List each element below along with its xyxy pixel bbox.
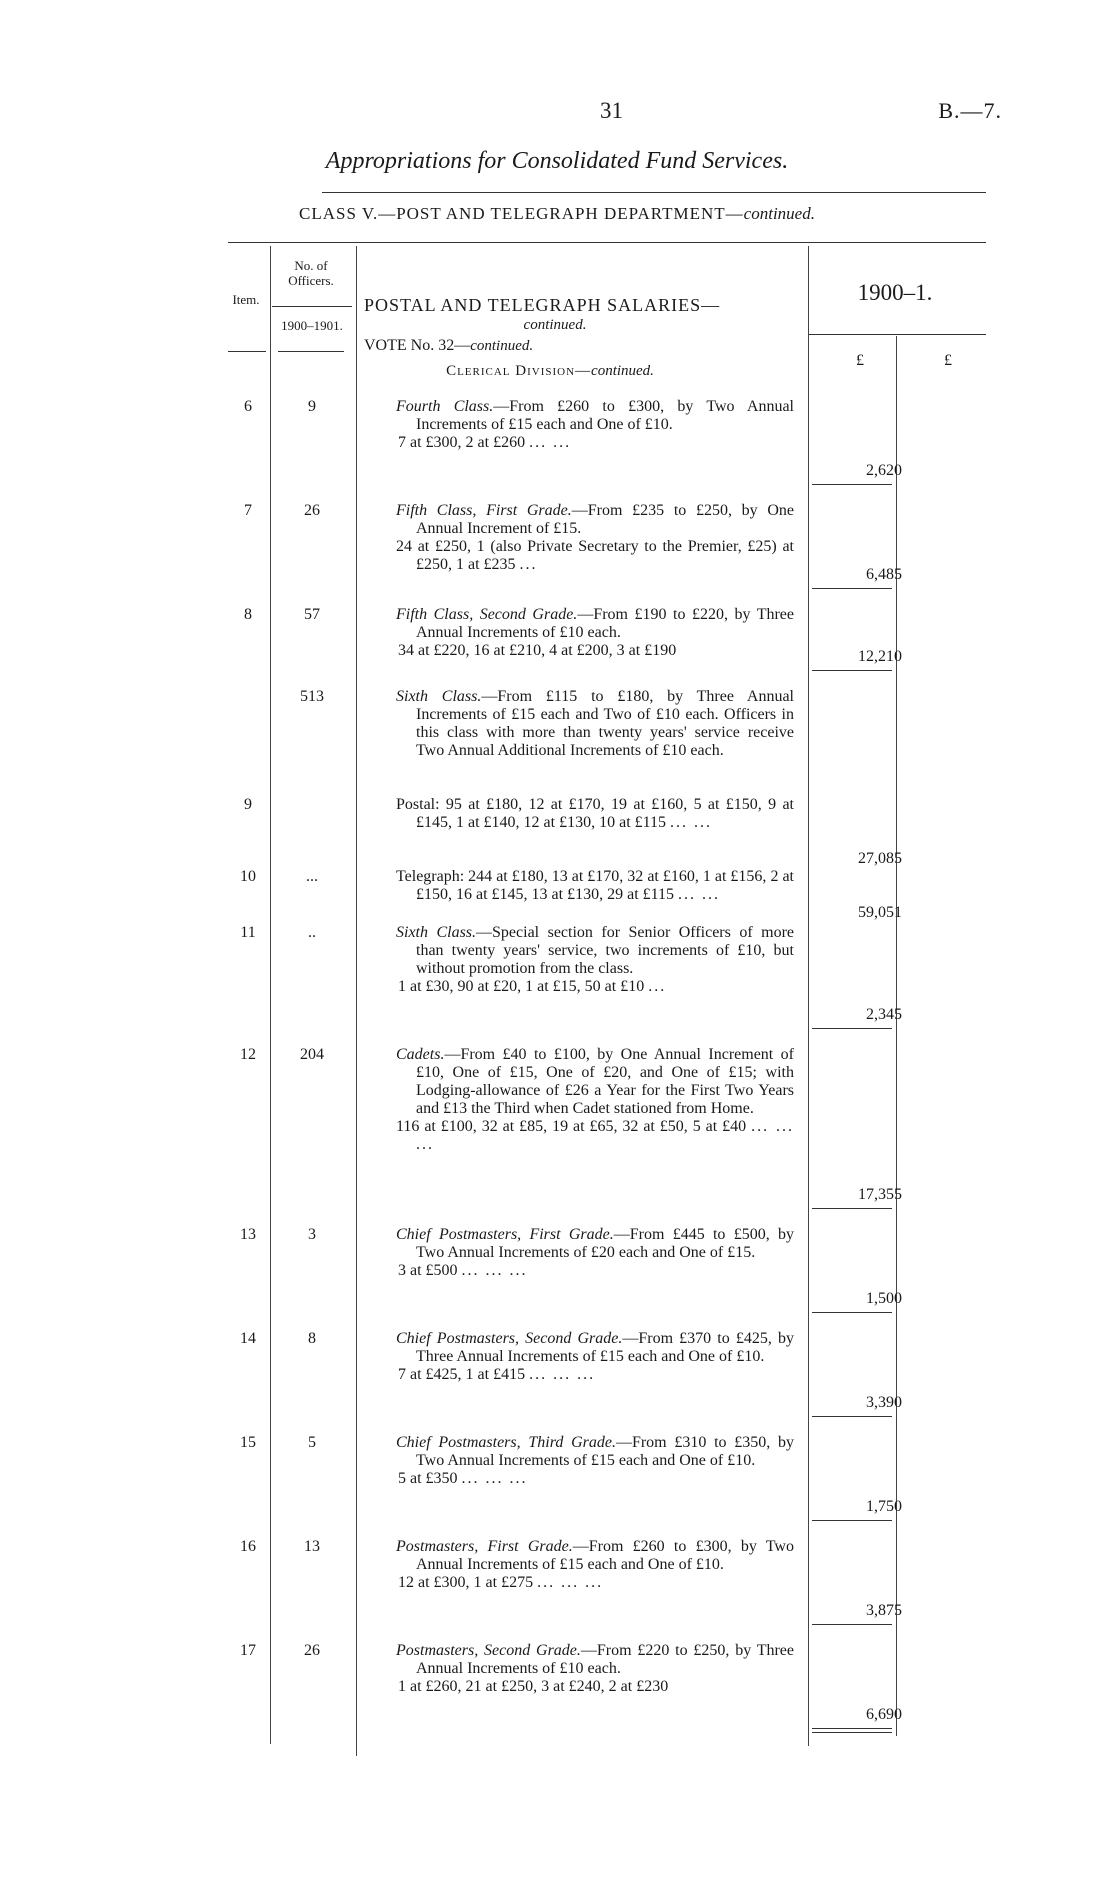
list-item: Cadets.—From £40 to £100, by One Annual Increment of £10, One of £15, One of £20, and One of £15; with Lodging-allowance of £26 a Year for the First Two Years and £13 the Third when Cadet stationed from Home. 116 at £100, 32 at £85, 19 at £65, 32 at £50, 5 at £40 ... ... ...: [396, 1046, 795, 1153]
grade-terms: —From £40 to £100, by One Annual Increment of £10, One of £15, One of £20, and One of £15; with Lodging-allowance of £26 a Year for the First Two Years and £13 the Third when Cadet stationed from Home.: [416, 1046, 794, 1117]
grade-title: Fifth Class, Second Grade.: [396, 606, 578, 623]
grade-terms: —From £310 to £350, by Two Annual Increments of £15 each and One of £10.: [416, 1434, 794, 1469]
grade-detail: 1 at £30, 90 at £20, 1 at £15, 50 at £10: [398, 978, 645, 995]
grade-terms: —From £190 to £220, by Three Annual Increments of £10 each.: [416, 606, 795, 641]
amount: 2,620: [866, 462, 902, 479]
amount: 2,345: [866, 1006, 902, 1023]
title-rule: [322, 192, 986, 193]
list-item: Sixth Class.—Special section for Senior Officers of more than twenty years' service, two increments of £10, but without promotion from the class. 1 at £30, 90 at £20, 1 at £15, 50 at £10 ...: [396, 924, 795, 995]
division-text: Clerical Division—: [446, 363, 592, 379]
officer-count: 3: [308, 1226, 316, 1243]
amount: 6,485: [866, 566, 902, 583]
item-number: 6: [244, 398, 252, 415]
amount-double-rule: [812, 1732, 892, 1733]
grade-detail: 7 at £300, 2 at £260: [398, 434, 526, 451]
column-header-item: Item.: [232, 292, 260, 307]
list-item: [378, 606, 794, 660]
column-header-officers-year: 1900–1901.: [281, 318, 343, 333]
grade-detail: 12 at £300, 1 at £275: [398, 1574, 534, 1591]
column-header-year: 1900–1.: [857, 280, 933, 305]
amount: 17,355: [858, 1186, 902, 1203]
class-title: [0, 204, 1114, 224]
list-item: Chief Postmasters, Third Grade.—From £310 to £350, by Two Annual Increments of £15 each and One of £10. 5 at £350 ... ... ...: [396, 1434, 794, 1487]
division-heading: [380, 363, 720, 380]
grade-terms: —From £235 to £250, by One Annual Increment of £15.: [416, 502, 794, 537]
grade-title: Sixth Class.: [396, 688, 482, 705]
amount-rule: [812, 1520, 892, 1521]
grade-detail: 1 at £260, 21 at £250, 3 at £240, 2 at £230: [398, 1678, 669, 1695]
grade-title: Chief Postmasters, First Grade.: [396, 1226, 614, 1243]
column-divider: [896, 336, 897, 1736]
amount-rule: [812, 670, 892, 671]
officer-count: 5: [308, 1434, 316, 1451]
item-number: 11: [240, 924, 256, 941]
grade-detail: 3 at £500: [398, 1262, 458, 1279]
officer-count: 26: [304, 502, 320, 519]
officer-count: 204: [300, 1046, 324, 1063]
item-number: 9: [244, 796, 252, 813]
grade-detail: 34 at £220, 16 at £210, 4 at £200, 3 at £190: [398, 642, 677, 659]
table-top-rule: [228, 242, 986, 243]
amount-rule: [812, 1312, 892, 1313]
amount: 1,500: [866, 1290, 902, 1307]
grade-detail: Postal: 95 at £180, 12 at £170, 19 at £160, 5 at £150, 9 at £145, 1 at £140, 12 at £130, 10 at £115: [396, 796, 794, 831]
amount: 3,875: [866, 1602, 902, 1619]
officer-count: ..: [308, 924, 316, 941]
section-title: POSTAL AND TELEGRAPH SALARIES—: [364, 295, 721, 315]
vote-number: [364, 337, 533, 355]
grade-detail: 116 at £100, 32 at £85, 19 at £65, 32 at £50, 5 at £40: [396, 1118, 747, 1135]
officers-header-rule: [272, 306, 352, 307]
officer-count: 8: [308, 1330, 316, 1347]
section-title-continued: continued.: [523, 317, 587, 333]
class-title-continued: continued.: [743, 204, 815, 223]
column-divider: [356, 246, 357, 1756]
amount: 12,210: [858, 648, 902, 665]
officer-count: 26: [304, 1642, 320, 1659]
list-item: Fifth Class, First Grade.—From £235 to £250, by One Annual Increment of £15. 24 at £250, 1 (also Private Secretary to the Premier, £25) at £250, 1 at £235 ...: [396, 502, 794, 573]
page-title: Appropriations for Consolidated Fund Services.: [325, 148, 789, 174]
amount: 1,750: [866, 1498, 902, 1515]
amount: 59,051: [858, 904, 902, 921]
item-number: 17: [240, 1642, 256, 1659]
column-divider: [808, 246, 809, 1746]
amount-rule: [812, 588, 892, 589]
grade-title: Fifth Class, First Grade.: [396, 502, 572, 519]
grade-detail: 24 at £250, 1 (also Private Secretary to the Premier, £25) at £250, 1 at £235: [396, 538, 794, 573]
item-number: 12: [240, 1046, 256, 1063]
grade-terms: —From £115 to £180, by Three Annual Increments of £15 each and Two of £10 each. Officers in this class with more than twenty years' service receive Two Annual Additional Increments of £10 each.: [416, 688, 794, 759]
list-item: Postmasters, First Grade.—From £260 to £300, by Two Annual Increments of £15 each and One of £10. 12 at £300, 1 at £275 ... ... ...: [396, 1538, 794, 1591]
vote-continued: continued.: [470, 338, 534, 354]
column-header-officers: No. of Officers.: [288, 258, 334, 288]
amount: 6,690: [866, 1706, 902, 1723]
amount-rule: [812, 484, 892, 485]
item-number: 15: [240, 1434, 256, 1451]
division-continued: continued.: [591, 363, 654, 379]
grade-detail: Telegraph: 244 at £180, 13 at £170, 32 at £160, 1 at £156, 2 at £150, 16 at £145, 13 at £130, 29 at £115: [396, 868, 794, 903]
amount-rule: [812, 1208, 892, 1209]
page-number: 31: [600, 98, 623, 123]
pound-sign-total-column: £: [944, 352, 952, 369]
grade-terms: —From £445 to £500, by Two Annual Increments of £20 each and One of £15.: [416, 1226, 795, 1261]
grade-title: Chief Postmasters, Third Grade.: [396, 1434, 616, 1451]
grade-terms: —From £260 to £300, by Two Annual Increments of £15 each and One of £10.: [416, 398, 794, 433]
grade-title: Chief Postmasters, Second Grade.: [396, 1330, 623, 1347]
grade-detail: 5 at £350: [398, 1470, 458, 1487]
item-number: 10: [240, 868, 256, 885]
officer-count: 513: [300, 688, 324, 705]
officers-header-underline: [278, 351, 344, 352]
item-number: 16: [240, 1538, 256, 1555]
list-item: Fourth Class.—From £260 to £300, by Two Annual Increments of £15 each and One of £10. 7 at £300, 2 at £260 ... ...: [396, 398, 794, 451]
pound-sign-amount-column: £: [856, 352, 864, 369]
list-item: [378, 688, 794, 760]
grade-title: Sixth Class.: [396, 924, 477, 941]
grade-detail: 7 at £425, 1 at £415: [398, 1366, 526, 1383]
officer-count: 9: [308, 398, 316, 415]
list-item: Postal: 95 at £180, 12 at £170, 19 at £160, 5 at £150, 9 at £145, 1 at £140, 12 at £130, 10 at £115 ... ...: [396, 796, 794, 831]
list-item: Chief Postmasters, First Grade.—From £445 to £500, by Two Annual Increments of £20 each and One of £15. 3 at £500 ... ... ...: [396, 1226, 795, 1279]
vote-text: VOTE No. 32—: [364, 337, 471, 354]
item-number: 8: [244, 606, 252, 623]
officer-count: ...: [306, 868, 318, 885]
item-header-underline: [228, 351, 266, 352]
grade-terms: —From £220 to £250, by Three Annual Increments of £10 each.: [416, 1642, 795, 1677]
amount-rule: [812, 1728, 892, 1729]
officer-count: 57: [304, 606, 320, 623]
document-reference: B.—7.: [938, 98, 1002, 123]
list-item: Telegraph: 244 at £180, 13 at £170, 32 at £160, 1 at £156, 2 at £150, 16 at £145, 13 at £130, 29 at £115 ... ...: [396, 868, 794, 903]
item-number: 14: [240, 1330, 256, 1347]
amount-rule: [812, 1624, 892, 1625]
grade-terms: —From £260 to £300, by Two Annual Increments of £15 each and One of £10.: [416, 1538, 794, 1573]
grade-title: Fourth Class.: [396, 398, 494, 415]
officer-count: 13: [304, 1538, 320, 1555]
list-item: [378, 1642, 794, 1696]
column-divider: [270, 246, 271, 1744]
amount: 3,390: [866, 1394, 902, 1411]
grade-terms: —From £370 to £425, by Three Annual Increments of £15 each and One of £10.: [416, 1330, 794, 1365]
grade-title: Cadets.: [396, 1046, 445, 1063]
amount: 27,085: [858, 850, 902, 867]
item-number: 13: [240, 1226, 256, 1243]
class-title-text: CLASS V.—POST AND TELEGRAPH DEPARTMENT—: [299, 204, 744, 223]
amount-rule: [812, 1028, 892, 1029]
item-number: 7: [244, 502, 252, 519]
grade-title: Postmasters, Second Grade.: [396, 1642, 581, 1659]
list-item: Chief Postmasters, Second Grade.—From £370 to £425, by Three Annual Increments of £15 each and One of £10. 7 at £425, 1 at £415 ... ... ...: [396, 1330, 794, 1383]
grade-terms: —Special section for Senior Officers of more than twenty years' service, two increments of £10, but without promotion from the class.: [416, 924, 795, 977]
grade-title: Postmasters, First Grade.: [396, 1538, 573, 1555]
amount-rule: [812, 1416, 892, 1417]
year-header-rule: [808, 334, 986, 335]
